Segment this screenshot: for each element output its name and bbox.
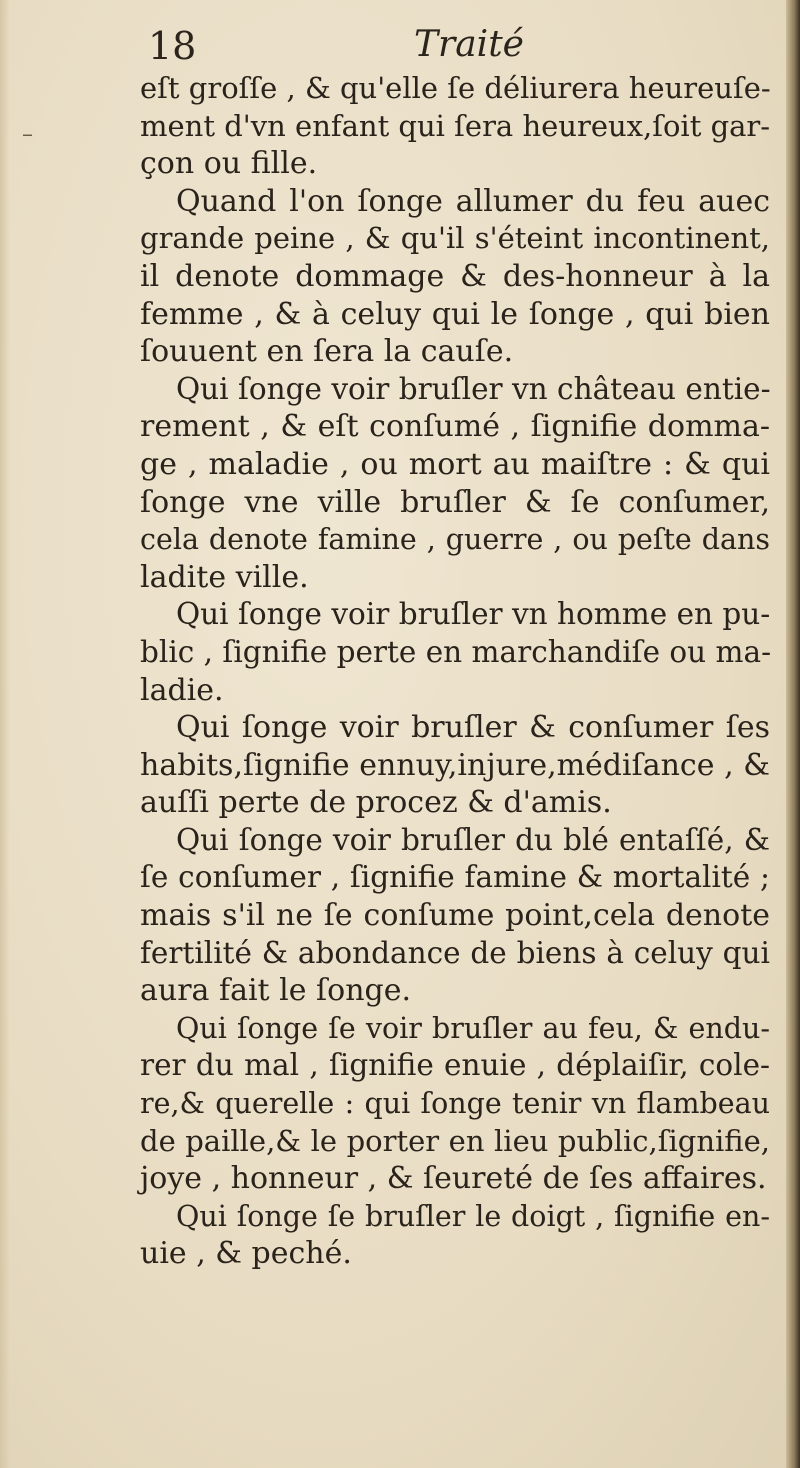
running-title: Traité <box>414 24 524 65</box>
page-number: 18 <box>148 24 197 68</box>
text-line: de paille,& le porter en lieu public,ſignifie, <box>140 1123 770 1158</box>
text-line: habits,ſignifie ennuy,injure,médiſance , & <box>140 747 770 783</box>
text-line: ſonge vne ville bruſler & ſe conſumer, <box>140 484 770 520</box>
text-line: ge , maladie , ou mort au maiſtre : & qui <box>140 446 770 482</box>
text-line: cela denote famine , guerre , ou peſte dans <box>140 523 770 557</box>
text-line: blic , ſignifie perte en marchandiſe ou ma- <box>140 634 772 669</box>
text-line: Qui ſonge voir bruſler vn homme en pu- <box>176 597 771 632</box>
text-line: fertilité & abondance de biens à celuy qui <box>140 935 770 970</box>
text-line: femme , & à celuy qui le ſonge , qui bien <box>140 296 770 332</box>
text-line: grande peine , & qu'il s'éteint incontinent, <box>140 221 770 256</box>
page-spine-edge <box>786 0 800 1468</box>
text-line: Qui ſonge ſe bruſler le doigt , ſignifie en- <box>176 1199 770 1233</box>
text-line: aura fait le ſonge. <box>140 973 412 1009</box>
text-line: Qui ſonge voir bruſler vn château entie- <box>176 371 771 406</box>
text-line: il denote dommage & des-honneur à la <box>140 258 770 294</box>
text-line: auſſi perte de procez & d'amis. <box>140 785 612 821</box>
margin-mark: – <box>22 122 33 147</box>
page-left-edge <box>0 0 10 1468</box>
text-line: çon ou fille. <box>140 146 318 182</box>
text-line: Quand l'on ſonge allumer du feu auec <box>176 183 770 219</box>
text-line: ſouuent en ſera la cauſe. <box>140 334 514 370</box>
text-line: Qui ſonge voir bruſler du blé entaſſé, & <box>176 822 770 857</box>
text-line: rer du mal , ſignifie enuie , déplaiſir, cole- <box>140 1048 770 1083</box>
text-line: ladie. <box>140 672 224 708</box>
text-line: Qui ſonge ſe voir bruſler au feu, & endu- <box>176 1011 770 1045</box>
text-line: ment d'vn enfant qui ſera heureux,ſoit gar- <box>140 108 771 143</box>
text-line: rement , & eſt conſumé , ſignifie domma- <box>140 409 770 445</box>
text-line: Qui ſonge voir bruſler & conſumer ſes <box>176 710 770 746</box>
body-text <box>140 70 770 1273</box>
text-line: eſt groſſe , & qu'elle ſe déliurera heureuſe- <box>140 71 771 105</box>
page-header <box>148 24 768 70</box>
text-line: re,& querelle : qui ſonge tenir vn flambeau <box>140 1087 770 1121</box>
text-line: joye , honneur , & ſeureté de ſes affaires. <box>140 1161 767 1197</box>
text-line: uie , & peché. <box>140 1236 352 1272</box>
text-line: ſe conſumer , ſignifie famine & mortalité ; <box>140 860 770 895</box>
text-line: mais s'il ne ſe conſume point,cela denote <box>140 898 770 934</box>
text-line: ladite ville. <box>140 559 309 595</box>
